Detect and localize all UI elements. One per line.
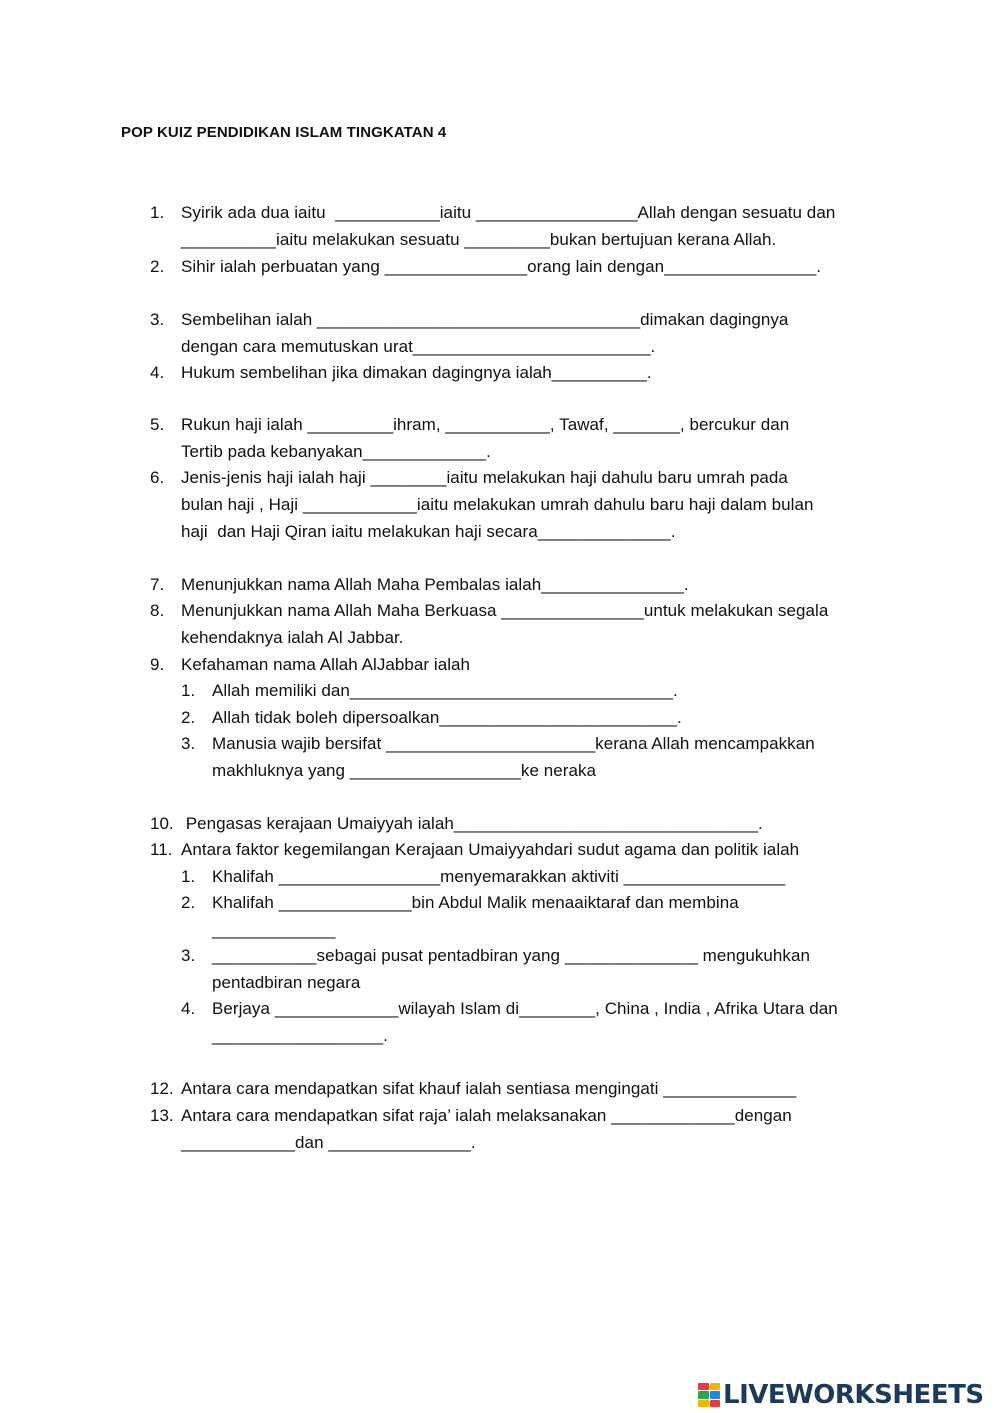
sub-item-text: ___________sebagai pusat pentadbiran yang ______________ mengukuhkan	[212, 946, 810, 965]
question-number: 4.	[150, 363, 165, 382]
logo-block-red	[698, 1383, 709, 1390]
question-number: 1.	[150, 203, 165, 222]
logo-block-yellow-2	[698, 1400, 709, 1407]
sub-item-number: 2.	[181, 893, 196, 912]
sub-item-text: Allah memiliki dan__________________________________.	[212, 681, 678, 700]
question-number: 10.	[150, 814, 174, 833]
sub-item-text: Khalifah _________________menyemarakkan aktiviti _________________	[212, 867, 786, 886]
sub-item-number: 3.	[181, 946, 196, 965]
sub-item-text: Manusia wajib bersifat ______________________kerana Allah mencampakkan	[212, 734, 815, 753]
worksheet-title: POP KUIZ PENDIDIKAN ISLAM TINGKATAN 4	[121, 124, 447, 141]
question-number: 9.	[150, 655, 165, 674]
sub-item-number: 4.	[181, 999, 196, 1018]
brand-name: LIVEWORKSHEETS	[723, 1380, 984, 1410]
liveworksheets-logo-icon	[698, 1383, 720, 1407]
question-text: Antara cara mendapatkan sifat raja’ ialah melaksanakan _____________dengan	[181, 1106, 792, 1125]
question-text: Sihir ialah perbuatan yang _______________orang lain dengan________________.	[181, 257, 821, 276]
question-text: Jenis-jenis haji ialah haji ________iaitu melakukan haji dahulu baru umrah pada	[181, 468, 788, 487]
question-number: 6.	[150, 468, 165, 487]
sub-item-text: __________________.	[212, 1026, 388, 1045]
question-text: ____________dan _______________.	[181, 1133, 476, 1152]
question-text: Sembelihan ialah __________________________________dimakan dagingnya	[181, 310, 789, 329]
question-number: 3.	[150, 310, 165, 329]
question-text: bulan haji , Haji ____________iaitu melakukan umrah dahulu baru haji dalam bulan	[181, 495, 814, 514]
question-number: 5.	[150, 415, 165, 434]
sub-item-number: 1.	[181, 681, 196, 700]
logo-block-green	[698, 1391, 709, 1398]
question-text: Kefahaman nama Allah AlJabbar ialah	[181, 655, 471, 674]
logo-block-red-2	[710, 1400, 721, 1407]
sub-item-text: pentadbiran negara	[212, 973, 361, 992]
question-number: 2.	[150, 257, 165, 276]
question-text: Menunjukkan nama Allah Maha Pembalas ialah_______________.	[181, 575, 689, 594]
question-text: Pengasas kerajaan Umaiyyah ialah________________________________.	[181, 814, 763, 833]
sub-item-text: Berjaya _____________wilayah Islam di________, China , India , Afrika Utara dan	[212, 999, 838, 1018]
question-text: Syirik ada dua iaitu ___________iaitu _________________Allah dengan sesuatu dan	[181, 203, 836, 222]
logo-block-blue	[710, 1391, 721, 1398]
liveworksheets-logo	[698, 1380, 984, 1410]
question-number: 11.	[150, 840, 173, 859]
sub-item-number: 2.	[181, 708, 196, 727]
question-number: 13.	[150, 1106, 174, 1125]
sub-item-number: 1.	[181, 867, 196, 886]
question-text: kehendaknya ialah Al Jabbar.	[181, 628, 404, 647]
question-text: __________iaitu melakukan sesuatu _________bukan bertujuan kerana Allah.	[181, 230, 777, 249]
question-text: Tertib pada kebanyakan_____________.	[181, 442, 491, 461]
question-text: Menunjukkan nama Allah Maha Berkuasa _______________untuk melakukan segala	[181, 601, 829, 620]
sub-item-number: 3.	[181, 734, 196, 753]
question-text: Antara cara mendapatkan sifat khauf ialah sentiasa mengingati ______________	[181, 1079, 797, 1098]
sub-item-text: _____________	[212, 920, 336, 939]
question-text: haji dan Haji Qiran iaitu melakukan haji secara______________.	[181, 522, 676, 541]
sub-item-text: Khalifah ______________bin Abdul Malik menaaiktaraf dan membina	[212, 893, 739, 912]
question-number: 7.	[150, 575, 165, 594]
question-text: Rukun haji ialah _________ihram, ___________, Tawaf, _______, bercukur dan	[181, 415, 790, 434]
sub-item-text: makhluknya yang __________________ke neraka	[212, 761, 597, 780]
question-number: 12.	[150, 1079, 174, 1098]
logo-block-yellow	[710, 1383, 721, 1390]
question-number: 8.	[150, 601, 165, 620]
question-text: Hukum sembelihan jika dimakan dagingnya ialah__________.	[181, 363, 652, 382]
question-text: dengan cara memutuskan urat_________________________.	[181, 337, 656, 356]
question-text: Antara faktor kegemilangan Kerajaan Umaiyyahdari sudut agama dan politik ialah	[181, 840, 800, 859]
sub-item-text: Allah tidak boleh dipersoalkan_________________________.	[212, 708, 682, 727]
